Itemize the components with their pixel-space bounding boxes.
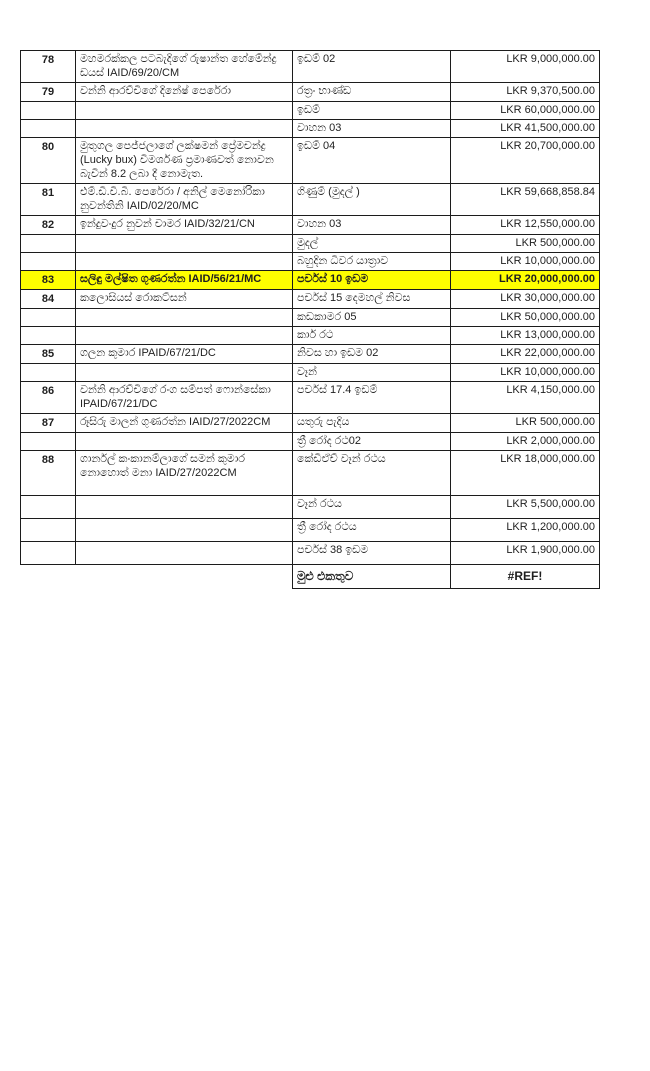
case-description-cell: මුතුගල පෙජ්ජලාගේ ලක්ෂමන් ප්‍රේමචන්ද්‍ර (Lucky bux) විමර්ශණ ප්‍රමාණවත් නොවන බැවින් 8.2 ලබා දී නොමැත. <box>76 138 293 184</box>
asset-value-cell: LKR 9,370,500.00 <box>451 83 600 102</box>
asset-item-cell: පර්චස් 10 ඉඩම <box>293 271 451 290</box>
table-row <box>21 364 600 382</box>
table-row <box>21 414 600 433</box>
asset-item-cell: ත්‍රී රෝද රථය <box>293 519 451 542</box>
row-number-cell: 85 <box>21 345 76 364</box>
row-number-cell: 79 <box>21 83 76 102</box>
case-description-cell <box>76 364 293 382</box>
table-row <box>21 51 600 83</box>
case-description-cell: ගලන කුමාර IPAID/67/21/DC <box>76 345 293 364</box>
asset-value-cell: LKR 22,000,000.00 <box>451 345 600 364</box>
row-number-cell: 80 <box>21 138 76 184</box>
row-number-cell <box>21 327 76 345</box>
asset-item-cell: පර්චස් 38 ඉඩම <box>293 542 451 565</box>
row-number-cell: 88 <box>21 451 76 496</box>
asset-value-cell: LKR 10,000,000.00 <box>451 364 600 382</box>
table-row <box>21 382 600 414</box>
case-description-cell <box>76 496 293 519</box>
asset-item-cell: පර්චස් 15 දෙමහල් නිවස <box>293 290 451 309</box>
asset-item-cell: වාහන 03 <box>293 120 451 138</box>
case-description-cell: වන්නි ආරච්චිගේ දිනේෂ් පෙරේරා <box>76 83 293 102</box>
table-row <box>21 345 600 364</box>
table-row <box>21 253 600 271</box>
asset-value-cell: LKR 12,550,000.00 <box>451 216 600 235</box>
row-number-cell <box>21 565 76 589</box>
case-description-cell <box>76 120 293 138</box>
table-row <box>21 542 600 565</box>
case-description-cell: ගාර්නල් කංකානම්ලාගේ සමන් කුමාර නොහොත් මනා IAID/27/2022CM <box>76 451 293 496</box>
row-number-cell: 81 <box>21 184 76 216</box>
assets-table <box>20 50 600 589</box>
asset-value-cell: LKR 20,700,000.00 <box>451 138 600 184</box>
asset-value-cell: LKR 4,150,000.00 <box>451 382 600 414</box>
asset-value-cell: LKR 2,000,000.00 <box>451 433 600 451</box>
row-number-cell: 83 <box>21 271 76 290</box>
case-description-cell: මහමරක්කල පටබැදිගේ රුෂාන්ත හේමේන්ද්‍ර ඩයස් IAID/69/20/CM <box>76 51 293 83</box>
asset-value-cell: LKR 50,000,000.00 <box>451 309 600 327</box>
case-description-cell <box>76 542 293 565</box>
asset-value-cell: LKR 30,000,000.00 <box>451 290 600 309</box>
asset-value-cell: LKR 18,000,000.00 <box>451 451 600 496</box>
table-row <box>21 102 600 120</box>
row-number-cell <box>21 120 76 138</box>
asset-item-cell: ගිණුම් (මුදල් ) <box>293 184 451 216</box>
case-description-cell: රූසිරු මාලන් ගුණරත්න IAID/27/2022CM <box>76 414 293 433</box>
asset-item-cell: මුළු එකතුව <box>293 565 451 589</box>
case-description-cell: එම්.ඩී.වී.බී. පෙරේරා / අනිල් මෙනෝරිකා නුවන්තිනි IAID/02/20/MC <box>76 184 293 216</box>
asset-item-cell: පර්චස් 17.4 ඉඩම් <box>293 382 451 414</box>
row-number-cell <box>21 309 76 327</box>
row-number-cell <box>21 496 76 519</box>
table-row <box>21 433 600 451</box>
row-number-cell: 82 <box>21 216 76 235</box>
table-row <box>21 120 600 138</box>
asset-value-cell: LKR 59,668,858.84 <box>451 184 600 216</box>
row-number-cell <box>21 542 76 565</box>
case-description-cell <box>76 327 293 345</box>
row-number-cell <box>21 235 76 253</box>
asset-value-cell: LKR 9,000,000.00 <box>451 51 600 83</box>
asset-value-cell: LKR 60,000,000.00 <box>451 102 600 120</box>
table-row <box>21 290 600 309</box>
asset-item-cell: මුදල් <box>293 235 451 253</box>
asset-value-cell: LKR 20,000,000.00 <box>451 271 600 290</box>
asset-item-cell: ඉඩම් 02 <box>293 51 451 83</box>
row-number-cell: 86 <box>21 382 76 414</box>
table-row <box>21 327 600 345</box>
row-number-cell <box>21 364 76 382</box>
asset-value-cell: LKR 41,500,000.00 <box>451 120 600 138</box>
asset-item-cell: යතුරු පැදිය <box>293 414 451 433</box>
case-description-cell: ඉන්දුවංදුර නුවන් චාමර IAID/32/21/CN <box>76 216 293 235</box>
asset-item-cell: ත්‍රී රෝද රථ02 <box>293 433 451 451</box>
row-number-cell: 87 <box>21 414 76 433</box>
case-description-cell: සලිඳු මල්ෂිත ගුණරත්න IAID/56/21/MC <box>76 271 293 290</box>
case-description-cell <box>76 253 293 271</box>
asset-value-cell: LKR 1,200,000.00 <box>451 519 600 542</box>
asset-value-cell: LKR 5,500,000.00 <box>451 496 600 519</box>
table-row <box>21 184 600 216</box>
asset-item-cell: වාහන 03 <box>293 216 451 235</box>
table-row <box>21 235 600 253</box>
table-row <box>21 83 600 102</box>
case-description-cell <box>76 519 293 542</box>
asset-item-cell: කඩකාමර 05 <box>293 309 451 327</box>
table-row <box>21 309 600 327</box>
asset-value-cell: LKR 500,000.00 <box>451 235 600 253</box>
row-number-cell <box>21 102 76 120</box>
case-description-cell: කලොසියස් රොකට්සන් <box>76 290 293 309</box>
row-number-cell <box>21 253 76 271</box>
asset-item-cell: ඉඩම් 04 <box>293 138 451 184</box>
asset-item-cell: කේඩීඒච් වෑන් රථය <box>293 451 451 496</box>
total-row <box>21 565 600 589</box>
asset-item-cell: වෑන් රථය <box>293 496 451 519</box>
asset-value-cell: LKR 13,000,000.00 <box>451 327 600 345</box>
asset-item-cell: බහුදින ධීවර යාත්‍රාව <box>293 253 451 271</box>
table-body <box>21 51 600 589</box>
asset-item-cell: කාර් රථ <box>293 327 451 345</box>
table-row <box>21 519 600 542</box>
case-description-cell <box>76 235 293 253</box>
table-row <box>21 271 600 290</box>
asset-item-cell: ඉඩම් <box>293 102 451 120</box>
row-number-cell <box>21 433 76 451</box>
asset-item-cell: නිවස හා ඉඩම 02 <box>293 345 451 364</box>
case-description-cell <box>76 433 293 451</box>
table-row <box>21 496 600 519</box>
case-description-cell: වන්නි ආරච්චිගේ රංග සම්පත් ෆොන්සේකා IPAID/67/21/DC <box>76 382 293 414</box>
asset-value-cell: LKR 10,000,000.00 <box>451 253 600 271</box>
asset-value-cell: LKR 500,000.00 <box>451 414 600 433</box>
table-row <box>21 216 600 235</box>
row-number-cell: 84 <box>21 290 76 309</box>
case-description-cell <box>76 565 293 589</box>
row-number-cell: 78 <box>21 51 76 83</box>
row-number-cell <box>21 519 76 542</box>
asset-value-cell: #REF! <box>451 565 600 589</box>
table-row <box>21 451 600 496</box>
case-description-cell <box>76 309 293 327</box>
table-row <box>21 138 600 184</box>
asset-item-cell: රත්‍රං භාණ්ඩ <box>293 83 451 102</box>
asset-value-cell: LKR 1,900,000.00 <box>451 542 600 565</box>
asset-item-cell: වෑන් <box>293 364 451 382</box>
case-description-cell <box>76 102 293 120</box>
